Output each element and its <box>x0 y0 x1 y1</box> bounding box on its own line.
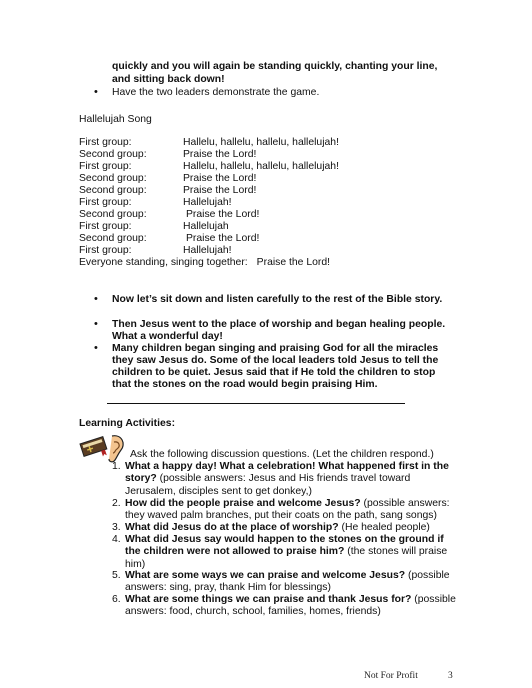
song-line: Hallelu, hallelu, hallelu, hallelujah! <box>183 161 339 172</box>
song-final-row <box>79 257 330 269</box>
song-row <box>79 233 259 245</box>
question-number: 1. <box>112 461 121 472</box>
song-group: First group: <box>79 137 132 148</box>
story-bullet-2-line-1: Then Jesus went to the place of worship and began healing people. <box>112 319 446 330</box>
story-bullet-3-line-3: children to be quiet. Jesus said that if He told the children to stop <box>112 367 436 378</box>
question-answer: (He healed people) <box>338 522 430 533</box>
leaders-demo-text: Have the two leaders demonstrate the game. <box>112 87 320 98</box>
story-bullet-2-line-2: What a wonderful day! <box>112 331 223 342</box>
footer-not-for-profit: Not For Profit <box>364 671 418 681</box>
bullet-dot: • <box>94 86 98 98</box>
song-row <box>79 185 256 197</box>
question-answer: (the stones will praise him) <box>125 546 448 570</box>
question-item <box>112 522 457 534</box>
question-number: 3. <box>112 522 121 533</box>
question-answer: (possible answers: food, church, school, families, homes, friends) <box>125 594 456 618</box>
song-group: First group: <box>79 161 132 172</box>
question-text: What a happy day! What a celebration! What happened first in the story? <box>125 461 449 485</box>
discussion-intro: Ask the following discussion questions. (Let the children respond.) <box>130 449 434 460</box>
question-text: What are some things we can praise and thank Jesus for? <box>125 594 412 605</box>
song-row <box>79 161 339 173</box>
song-group: Second group: <box>79 173 147 184</box>
song-line: Hallelujah! <box>183 245 232 256</box>
question-text: How did the people praise and welcome Jesus? <box>125 498 361 509</box>
question-item <box>112 498 457 523</box>
song-group: Second group: <box>79 209 147 220</box>
bullet-dot: • <box>94 293 98 305</box>
bible-ear-icon <box>78 432 128 464</box>
song-title: Hallelujah Song <box>79 114 152 125</box>
question-answer: (possible answers: sing, pray, thank Him for blessings) <box>125 570 450 594</box>
learning-activities-heading: Learning Activities: <box>79 418 176 429</box>
song-group: Second group: <box>79 233 147 244</box>
page-number: 3 <box>448 671 453 681</box>
song-final-label: Everyone standing, singing together: <box>79 257 248 268</box>
section-divider <box>107 403 405 404</box>
continuation-line-1: quickly and you will again be standing quickly, chanting your line, <box>112 61 438 72</box>
story-bullet-3-line-1: Many children began singing and praising God for all the miracles <box>112 343 439 354</box>
song-row <box>79 221 229 233</box>
song-final-line: Praise the Lord! <box>256 257 331 268</box>
question-answer: (possible answers: Jesus and His friends travel toward Jerusalem, disciples sent to get donkey,) <box>125 473 411 497</box>
song-line: Praise the Lord! <box>183 173 257 184</box>
song-row <box>79 137 339 149</box>
question-item <box>112 461 457 498</box>
question-text: What are some ways we can praise and welcome Jesus? <box>125 570 406 581</box>
song-line: Hallelujah! <box>183 197 232 208</box>
question-number: 2. <box>112 498 121 509</box>
song-line: Praise the Lord! <box>186 209 260 220</box>
bullet-dot: • <box>94 318 98 330</box>
continuation-line-2: and sitting back down! <box>112 74 225 85</box>
song-line: Hallelujah <box>183 221 229 232</box>
song-line: Praise the Lord! <box>183 149 257 160</box>
song-row <box>79 149 256 161</box>
question-number: 5. <box>112 570 121 581</box>
song-row <box>79 197 232 209</box>
question-text: What did Jesus say would happen to the stones on the ground if the children were not allowed to praise him? <box>125 534 444 558</box>
question-number: 6. <box>112 594 121 605</box>
song-line: Hallelu, hallelu, hallelu, hallelujah! <box>183 137 339 148</box>
question-number: 4. <box>112 534 121 545</box>
song-line: Praise the Lord! <box>183 185 257 196</box>
bullet-dot: • <box>94 342 98 354</box>
song-group: Second group: <box>79 185 147 196</box>
song-group: First group: <box>79 221 132 232</box>
song-row <box>79 209 259 221</box>
story-bullet-3-line-4: that the stones on the road would begin praising Him. <box>112 379 378 390</box>
song-row <box>79 173 256 185</box>
question-answer: (possible answers: they waved palm branches, put their coats on the path, sang songs) <box>125 498 450 522</box>
song-line: Praise the Lord! <box>186 233 260 244</box>
story-bullet-3-line-2: they saw Jesus do. Some of the local leaders told Jesus to tell the <box>112 355 439 366</box>
question-item <box>112 534 457 571</box>
song-row <box>79 245 232 257</box>
question-text: What did Jesus do at the place of worship? <box>125 522 339 533</box>
question-item <box>112 594 457 619</box>
question-item <box>112 570 457 595</box>
song-group: First group: <box>79 197 132 208</box>
song-group: First group: <box>79 245 132 256</box>
song-group: Second group: <box>79 149 147 160</box>
story-bullet-1: Now let’s sit down and listen carefully to the rest of the Bible story. <box>112 294 443 305</box>
